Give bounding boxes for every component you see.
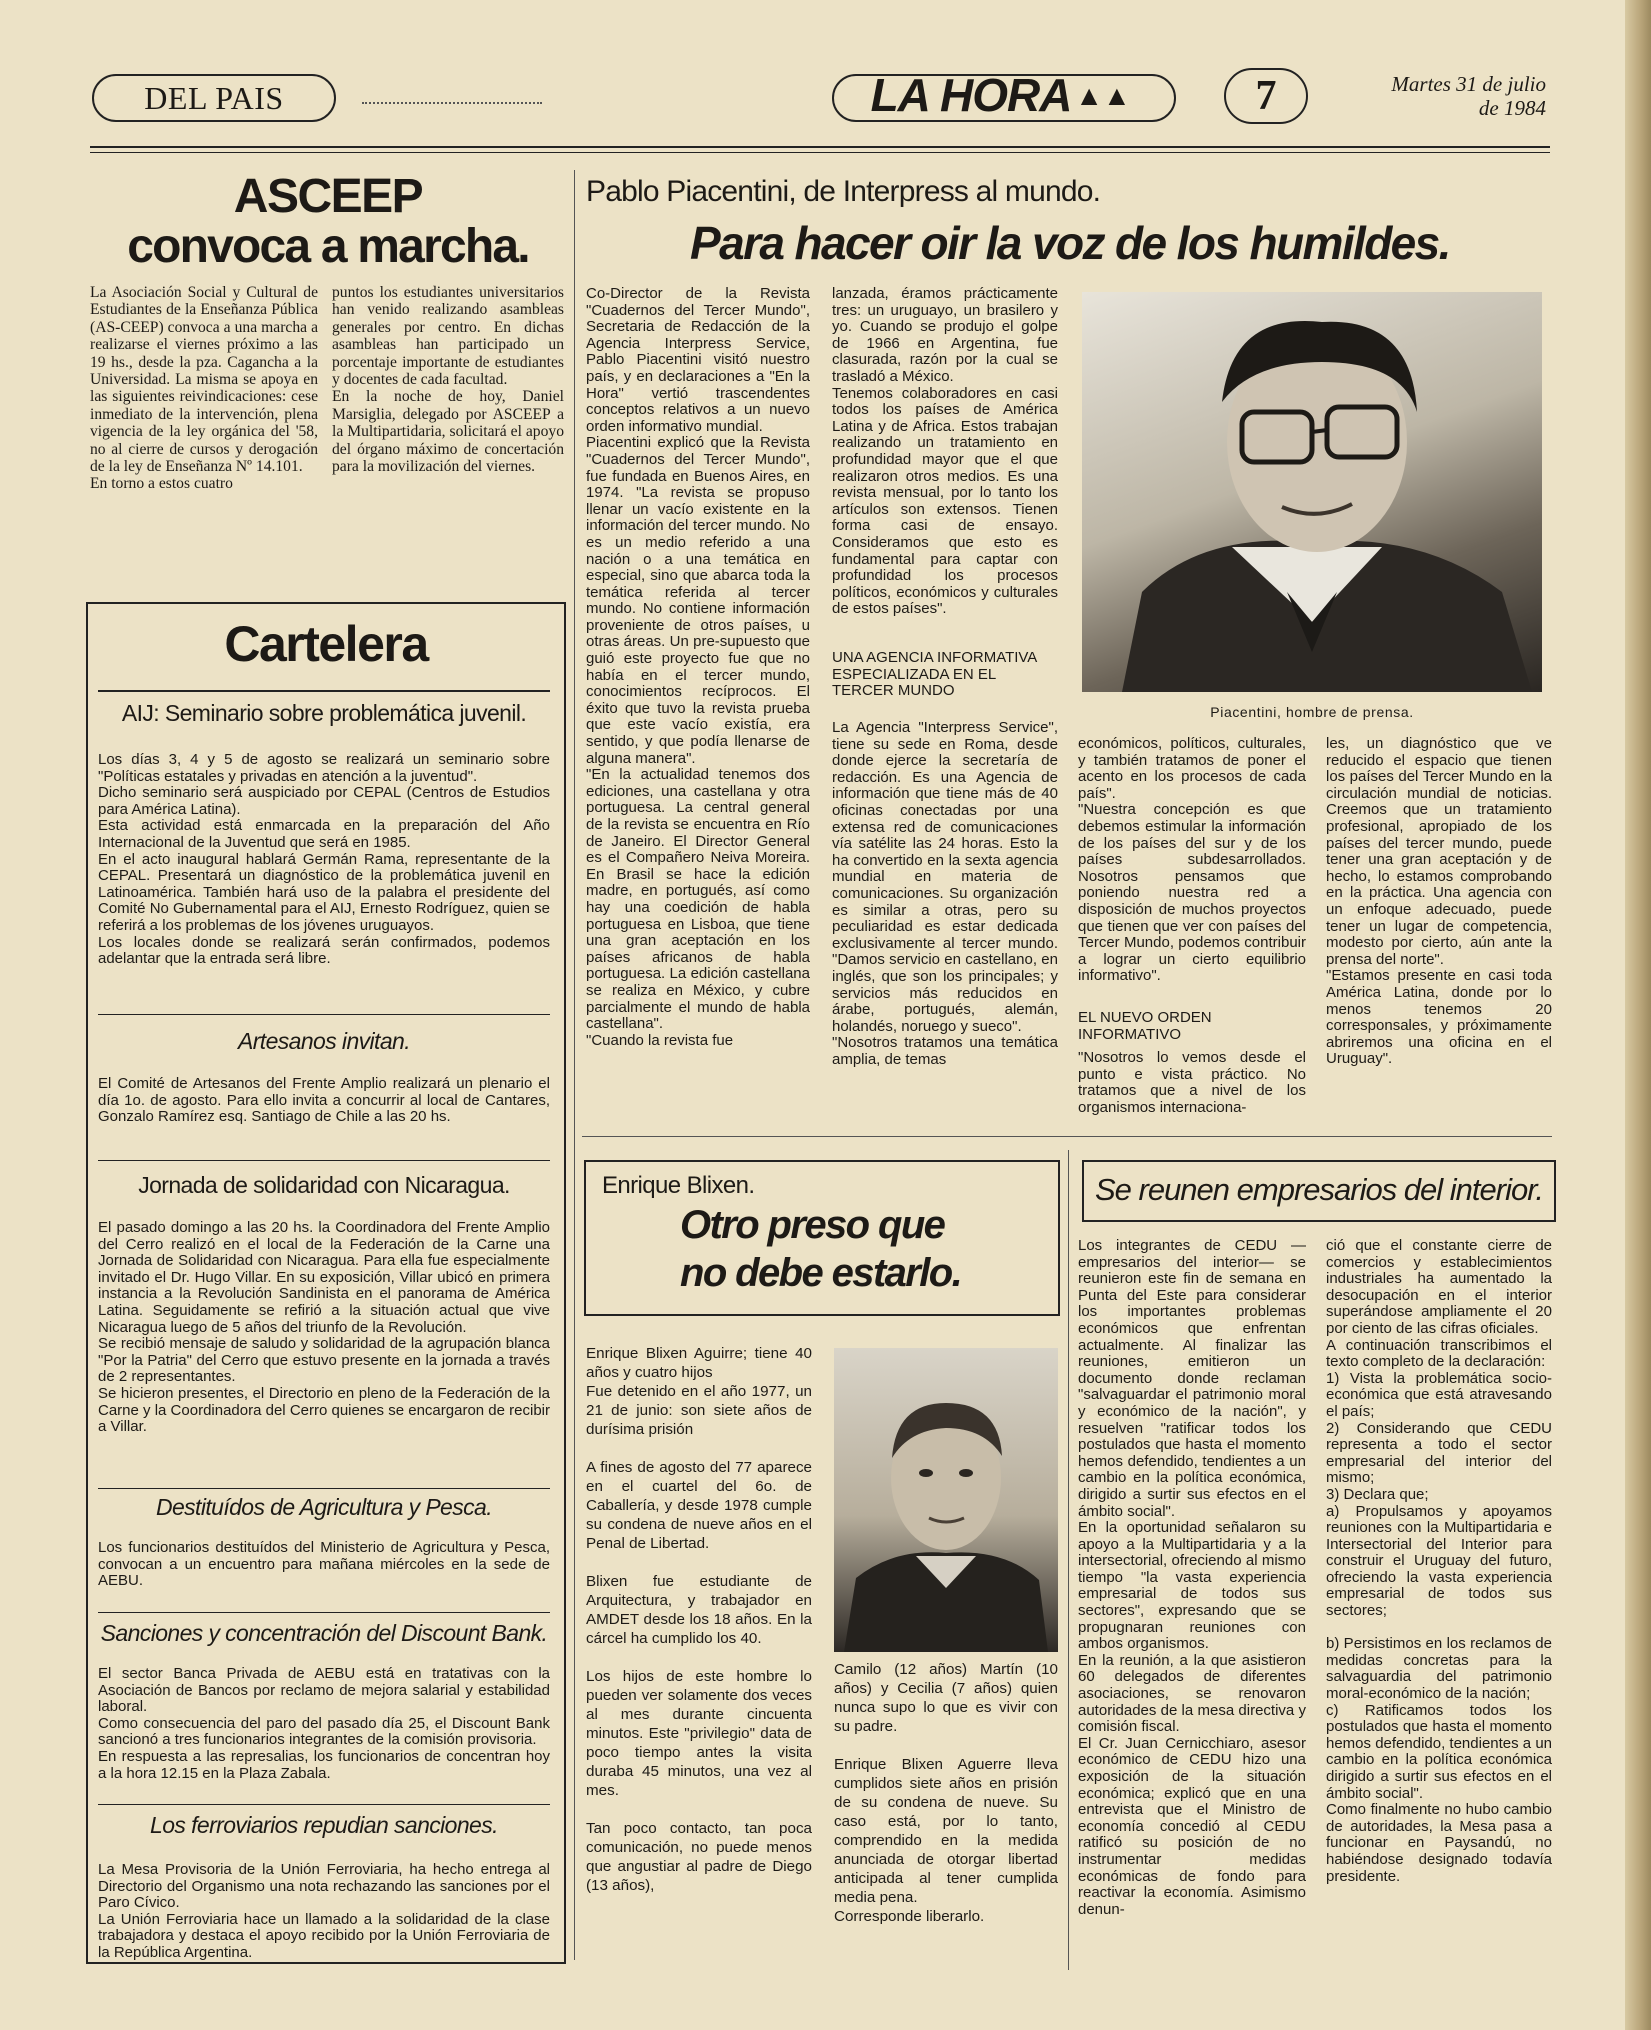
- cartelera-item-2-body: El Comité de Artesanos del Frente Amplio realizará un plenario el día 1o. de agosto. Para ello invita a concurrir al local de Cantares, Gonzalo Ramírez esq. Santiago de Chile a las 20 hs.: [98, 1075, 550, 1126]
- date-line-2: de 1984: [1478, 96, 1546, 120]
- cartelera-item-1-heading: AIJ: Seminario sobre problemática juvenil.: [121, 700, 527, 726]
- blixen-photo: [834, 1348, 1058, 1652]
- cartelera-item-4-heading: Destituídos de Agricultura y Pesca.: [155, 1494, 493, 1520]
- blixen-illustration: [834, 1348, 1058, 1652]
- piacentini-photo: [1082, 292, 1542, 692]
- section-label: DEL PAIS: [92, 74, 336, 122]
- piacentini-photo-caption: Piacentini, hombre de prensa.: [1210, 704, 1414, 720]
- blixen-title-line2: no debe estarlo.: [680, 1251, 962, 1295]
- cartelera-item-1-body: Los días 3, 4 y 5 de agosto se realizará un seminario sobre "Políticas estatales y privadas en atención a la juventud". Dicho seminario será auspiciado por CEPAL (Centros de Estudios para América Latina). Esta actividad está enmarcada en la preparación del Año Internacional de la Juventud que será en 1985. En el acto inaugural hablará Germán Rama, representante de la CEPAL. Presentará un diagnóstico de la problemática juvenil en Latinoamérica. También hará uso de la palabra el presidente del Comité No Gubernamental para el AIJ, Ernesto Rodríguez, quien se referirá a los problemas de los jóvenes uruguayos. Los locales donde se realizará serán confirmados, podemos adelantar que la entrada será libre.: [98, 751, 550, 968]
- interpress-title: Para hacer oir la voz de los humildes.: [690, 217, 1450, 269]
- cartelera-item-3-body: El pasado domingo a las 20 hs. la Coordinadora del Frente Amplio del Cerro realizó en el local de la Federación de la Carne una Jornada de Solidaridad con Nicaragua. Para ella fue especialmente invitado el Dr. Hugo Villar. En su exposición, Villar ubicó en primera instancia a la Revolución Sandinista en el panorama de América Latina. Seguidamente se refirió a la situación actual que vive Nicaragua luego de 5 años del triunfo de la Revolución. Se recibió mensaje de saludo y solidaridad de la agrupación blanca "Por la Patria" del Cerro que estuvo presente en la jornada a través de 2 representantes. Se hicieron presentes, el Directorio en pleno de la Federación de la Carne y la Coordinadora del Cerro quienes se encargaron de recibir a Villar.: [98, 1219, 550, 1436]
- cartelera-divider-3: [98, 1160, 550, 1161]
- interpress-column-1: Co-Director de la Revista "Cuadernos del Tercer Mundo", Secretaria de Redacción de la Agencia Interpress Service, Pablo Piacentini visitó nuestro país, y en declaraciones a "En la Hora" vertió trascendentes conceptos relativos a un nuevo orden informativo mundial. Piacentini explicó que la Revista "Cuadernos del Tercer Mundo", fue fundada en Buenos Aires, en 1974. "La revista se propuso llenar un vacío existente en la información del tercer mundo. No es un medio referido a una nación o a una temática en especial, sino que abarca toda la temática referida al tercer mundo. No contiene información proveniente de otros países, u otras áreas. Un pre-supuesto que guió este proyecto fue que no había en el tercer mundo, conocimientos recíprocos. El éxito que tuvo la revista prueba que este vacío existía, era sentido, y que podía llenarse de alguna manera". "En la actualidad tenemos dos ediciones, una castellana y otra portuguesa. La central general de la revista se encuentra en Río de Janeiro. El Director General es el Compañero Neiva Moreira. En Brasil se hace la edición madre, en portugués, así como hay una coedición de habla portuguesa en Lisboa, que tiene una gran aceptación en los países africanos de habla portuguesa. La edición castellana se realiza en México, y cubre parcialmente el mundo de habla castellana". "Cuando la revista fue: [586, 285, 810, 1049]
- blixen-column-2: Camilo (12 años) Martín (10 años) y Cecilia (7 años) quien nunca supo lo que es vivir con su padre. Enrique Blixen Aguerre lleva cumplidos siete años en prisión de su condena de nueve. Su caso está, por lo tanto, comprendido en la medida anunciada de otorgar libertad anticipada al tener cumplida media pena. Corresponde liberarlo.: [834, 1661, 1058, 1925]
- interpress-column-4: les, un diagnóstico que ve reducido el espacio que tienen los países del Tercer Mundo en la circulación mundial de noticias. Creemos que un tratamiento profesional, apropiado de los países del tercer mundo, puede tener una gran aceptación y de hecho, lo estamos comprobando en la práctica. Una agencia con un enfoque adecuado, puede tener un lugar de competencia, modesto por cierto, aún ante la prensa del norte". "Estamos presente en casi toda América Latina, donde por lo menos tenemos 20 corresponsales, y próximamente abriremos una oficina en el Uruguay".: [1326, 735, 1552, 1068]
- cartelera-item-5-heading: Sanciones y concentración del Discount Bank.: [100, 1620, 548, 1646]
- asceep-title-line1: ASCEEP: [233, 170, 423, 223]
- empresarios-title: Se reunen empresarios del interior.: [1094, 1172, 1544, 1207]
- empresarios-column-1: Los integrantes de CEDU —empresarios del interior— se reunieron este fin de semana en Punta del Este para considerar los importantes problemas económicos que enfrentan actualmente. Al finalizar las reuniones, emitieron un documento donde reclaman "salvaguardar el patrimonio moral y económico de la nación", y resuelven "ratificar todos los postulados que hasta el momento hemos defendido, tendientes a un cambio en la política económica, dirigido a surtir sus efectos en el ámbito social". En la oportunidad señalaron su apoyo a la Multipartidaria y a la intersectorial, ofreciendo al mismo tiempo "la vasta experiencia empresarial de todos sus sectores", expresando que se propugnaran reuniones con ambos organismos. En la reunión, a la que asistieron 60 delegados de diferentes asociaciones, se renovaron autoridades de la mesa directiva y comisión fiscal. El Cr. Juan Cernicchiaro, asesor económico de CEDU hizo una exposición de la situación económica; explicó que en una entrevista que el Ministro de economía concedió al CEDU ratificó su posición de no instrumentar medidas económicas de fondo para reactivar la economía. Asimismo denun-: [1078, 1237, 1306, 1918]
- interpress-bottom-rule: [582, 1136, 1552, 1137]
- cartelera-divider-6: [98, 1804, 550, 1805]
- interpress-column-2-top: lanzada, éramos prácticamente tres: un uruguayo, un brasilero y yo. Cuando se produjo el golpe de 1966 en Argentina, fue clasurada, razón por la cual se trasladó a México. Tenemos colaboradores en casi todos los países de América Latina y de Africa. Estos trabajan realizando un tratamiento en profundidad mayor que el que realizaron otros medios. Es una revista mensual, por lo tanto los artículos son extensos. Tienen forma casi de ensayo. Consideramos que esto es fundamental para captar con profundidad los procesos políticos, económicos y culturales de estos países".: [832, 285, 1058, 618]
- header-rule-top: [90, 146, 1550, 148]
- header-rule-bottom: [90, 152, 1550, 153]
- cartelera-item-6-heading: Los ferroviarios repudian sanciones.: [150, 1812, 498, 1838]
- page-number: 7: [1224, 68, 1308, 124]
- column-rule-left: [574, 170, 575, 1960]
- asceep-title-line2: convoca a marcha.: [127, 220, 529, 273]
- header-dots: [362, 102, 542, 104]
- interpress-column-3-bottom: "Nosotros lo vemos desde el punto e vista práctico. No tratamos que a nivel de los organismos internaciona-: [1078, 1049, 1306, 1116]
- cartelera-divider-4: [98, 1488, 550, 1489]
- cartelera-divider-2: [98, 1014, 550, 1015]
- cartelera-divider-5: [98, 1612, 550, 1613]
- empresarios-column-2: ció que el constante cierre de comercios y establecimientos industriales ha aumentado la desocupación en el interior superándose ampliamente el 20 por ciento de las cifras oficiales. A continuación transcribimos el texto completo de la declaración: 1) Vista la problemática socio-económica que está atravesando el país; 2) Considerando que CEDU representa a todo el sector empresarial del interior del mismo; 3) Declara que; a) Propulsamos y apoyamos reuniones con la Multipartidaria e Intersectorial del Interior para construir el Uruguay del futuro, ofreciendo la vasta experiencia empresarial de todos sus sectores; b) Persistimos en los reclamos de medidas concretas para la salvaguardia del patrimonio moral-económico de la nación; c) Ratificamos todos los postulados que hasta el momento hemos defendido, tendientes a un cambio en la política económica dirigido a surtir sus efectos en el ámbito social". Como finalmente no hubo cambio de autoridades, la Mesa pasa a funcionar en Paysandú, no habiéndose designado todavía presidente.: [1326, 1237, 1553, 1885]
- cartelera-title: Cartelera: [224, 616, 428, 672]
- interpress-column-2-bottom: La Agencia "Interpress Service", tiene su sede en Roma, desde donde ejerce la secretaría de redacción. Es una Agencia de información que tiene más de 40 oficinas conectadas por una extensa red de comunicaciones vía satélite las 24 horas. Esto la ha convertido en la sexta agencia mundial en materia de comunicaciones. Su organización es similar a otras, pero su peculiaridad es estar dedicada exclusivamente al tercer mundo. "Damos servicio en castellano, en inglés, que son los principales; y servicios más reducidos en árabe, portugués, alemán, holandés, noruego y sueco". "Nosotros tratamos una temática amplia, de temas: [832, 719, 1058, 1068]
- page-edge: [1625, 0, 1651, 2030]
- blixen-title-line1: Otro preso que: [680, 1203, 945, 1247]
- column-rule-right: [1068, 1150, 1069, 1970]
- paper-logo: LA HORA: [870, 69, 1072, 121]
- piacentini-illustration: [1082, 292, 1542, 692]
- cartelera-rule: [98, 690, 550, 692]
- asceep-column-2: puntos los estudiantes universitarios han venido realizando asambleas generales por centro. En dichas asambleas han participado un porcentaje importante de estudiantes y docentes de cada facultad. En la noche de hoy, Daniel Marsiglia, delegado por ASCEEP a la Multipartidaria, solicitará el apoyo del órgano máximo de concertación para la movilización del viernes.: [332, 284, 564, 476]
- cartelera-item-4-body: Los funcionarios destituídos del Ministerio de Agricultura y Pesca, convocan a un encuentro para mañana miércoles en la sede de AEBU.: [98, 1539, 550, 1590]
- cartelera-item-2-heading: Artesanos invitan.: [237, 1028, 411, 1054]
- date-line-1: Martes 31 de julio: [1391, 72, 1546, 96]
- interpress-subhead-1: UNA AGENCIA INFORMATIVA ESPECIALIZADA EN EL TERCER MUNDO: [832, 649, 1037, 700]
- blixen-kicker: Enrique Blixen.: [602, 1172, 755, 1199]
- logo-mark-icon: ▲▲: [1075, 80, 1131, 111]
- interpress-kicker: Pablo Piacentini, de Interpress al mundo.: [586, 175, 1101, 208]
- page-header: [86, 66, 1556, 124]
- interpress-column-3: económicos, políticos, culturales, y también tratamos de poner el acento en los procesos de cada país". "Nuestra concepción es que debemos estimular la información de los países del sur y de los países subdesarrollados. Nosotros pensamos que poniendo nuestra red a disposición de muchos proyectos que tienen que ver con países del Tercer Mundo, podemos contribuir a lograr un cierto equilibrio informativo".: [1078, 735, 1306, 985]
- blixen-column-1: Enrique Blixen Aguirre; tiene 40 años y cuatro hijos Fue detenido en el año 1977, un 21 de junio: son siete años de durísima prisión A fines de agosto del 77 aparece en el cuartel del 6o. de Caballería, y desde 1978 cumple su condena de nueve años en el Penal de Libertad. Blixen fue estudiante de Arquitectura, y trabajador en AMDET desde los 18 años. En la cárcel ha cumplido los 40. Los hijos de este hombre lo pueden ver solamente dos veces al mes durante cincuenta minutos. Este "privilegio" data de poco tiempo antes la visita duraba 45 minutos, una vez al mes. Tan poco contacto, tan poca comunicación, no puede menos que angustiar al padre de Diego (13 años),: [586, 1345, 812, 1894]
- cartelera-item-3-heading: Jornada de solidaridad con Nicaragua.: [138, 1172, 510, 1198]
- cartelera-item-5-body: El sector Banca Privada de AEBU está en tratativas con la Asociación de Bancos por reclamo de mejora salarial y estabilidad laboral. Como consecuencia del paro del pasado día 25, el Discount Bank sancionó a tres funcionarios integrantes de la comisión provisoria. En respuesta a las represalias, los funcionarios de concentran hoy a la hora 12.15 en la Plaza Zabala.: [98, 1665, 550, 1782]
- cartelera-item-6-body: La Mesa Provisoria de la Unión Ferroviaria, ha hecho entrega al Directorio del Organismo una nota rechazando las sanciones por el Paro Cívico. La Unión Ferroviaria hace un llamado a la solidaridad de la clase trabajadora y destaca el apoyo recibido por la Unión Ferroviaria de la República Argentina.: [98, 1861, 550, 1961]
- interpress-subhead-2: EL NUEVO ORDEN INFORMATIVO: [1078, 1009, 1212, 1043]
- asceep-column-1: La Asociación Social y Cultural de Estudiantes de la Enseñanza Pública (AS-CEEP) convoca a una marcha a realizarse el viernes próximo a las 19 hs., desde la pza. Cagancha a la Universidad. La misma se apoya en las siguientes reivindicaciones: cese inmediato de la intervención, plena vigencia de la ley orgánica del '58, no al cierre de cursos y derogación de la ley de Enseñanza Nº 14.101. En torno a estos cuatro: [90, 284, 318, 493]
